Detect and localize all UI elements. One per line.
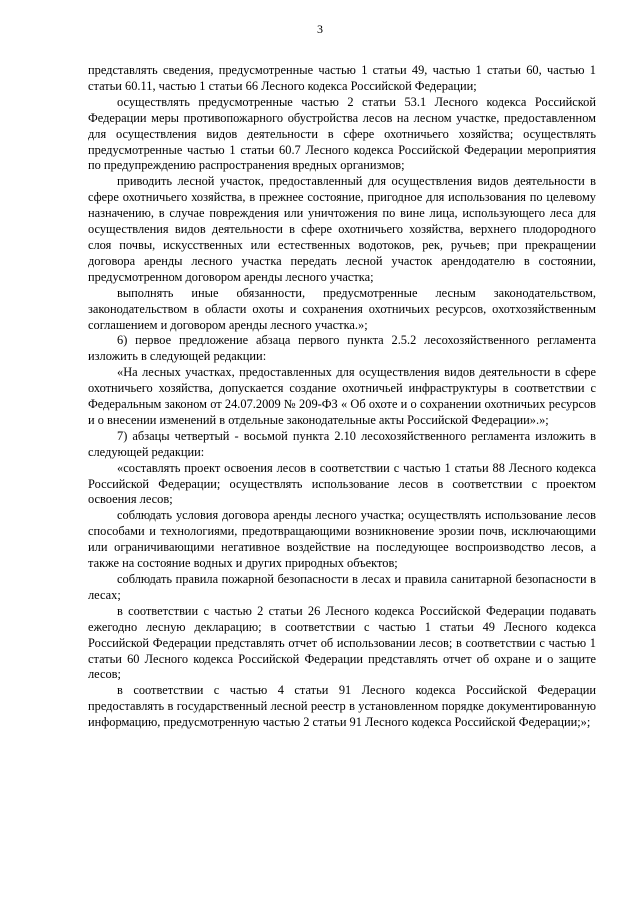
document-body [88,63,596,731]
page-number: 3 [317,22,323,36]
paragraph: в соответствии с частью 2 статьи 26 Лесного кодекса Российской Федерации подавать ежегодно лесную декларацию; в соответствии с частью 1 статьи 49 Лесного кодекса Российской Федерации представлять отчет об использовании лесов; в соответствии с частью 1 статьи 60 Лесного кодекса Российской Федерации представлять отчет об охране и о защите лесов; [88,603,596,682]
paragraph: соблюдать правила пожарной безопасности в лесах и правила санитарной безопасности в лесах; [88,572,596,602]
paragraph: 6) первое предложение абзаца первого пункта 2.5.2 лесохозяйственного регламента изложить в следующей редакции: [88,333,596,364]
paragraph: осуществлять предусмотренные частью 2 статьи 53.1 Лесного кодекса Российской Федерации меры противопожарного обустройства лесов на лесном участке, предоставленном для осуществления видов деятельности в сфере охотничьего хозяйства; осуществлять предусмотренные частью 1 статьи 60.7 Лесного кодекса Российской Федерации мероприятия по предупреждению распространения вредных организмов; [88,94,596,173]
paragraph: выполнять иные обязанности, предусмотренные лесным законодательством, законодательством в области охоты и сохранения охотничьих ресурсов, охотхозяйственным соглашением и договором аренды лесного участка.»; [88,285,596,332]
paragraph: соблюдать условия договора аренды лесного участка; осуществлять использование лесов способами и технологиями, предотвращающими возникновение эрозии почв, исключающими или ограничивающими негативное воздействие на последующее воспроизводство лесов, а также на состояние водных и других природных объектов; [88,508,596,571]
paragraph: «составлять проект освоения лесов в соответствии с частью 1 статьи 88 Лесного кодекса Российской Федерации; осуществлять использование лесов в соответствии с проектом освоения лесов; [88,460,596,507]
paragraph: представлять сведения, предусмотренные частью 1 статьи 49, частью 1 статьи 60, частью 1 статьи 60.11, частью 1 статьи 66 Лесного кодекса Российской Федерации; [88,63,596,93]
paragraph: в соответствии с частью 4 статьи 91 Лесного кодекса Российской Федерации предоставлять в государственный лесной реестр в установленном порядке документированную информацию, предусмотренную частью 2 статьи 91 Лесного кодекса Российской Федерации;»; [88,683,596,730]
paragraph: 7) абзацы четвертый - восьмой пункта 2.10 лесохозяйственного регламента изложить в следующей редакции: [88,428,596,459]
paragraph: приводить лесной участок, предоставленный для осуществления видов деятельности в сфере охотничьего хозяйства, в прежнее состояние, пригодное для использования по целевому назначению, в случае повреждения или уничтожения по вине лица, использующего леса для осуществления видов деятельности в сфере охотничьего хозяйства, верхнего плодородного слоя почвы, искусственных или естественных водотоков, рек, ручьев; при прекращении договора аренды лесного участка передать лесной участок арендодателю в состоянии, предусмотренном договором аренды лесного участка; [88,174,596,284]
paragraph: «На лесных участках, предоставленных для осуществления видов деятельности в сфере охотничьего хозяйства, допускается создание охотничьей инфраструктуры в соответствии с Федеральным законом от 24.07.2009 № 209-ФЗ « Об охоте и о сохранении охотничьих ресурсов и о внесении изменений в отдельные законодательные акты Российской Федерации».»; [88,365,596,427]
